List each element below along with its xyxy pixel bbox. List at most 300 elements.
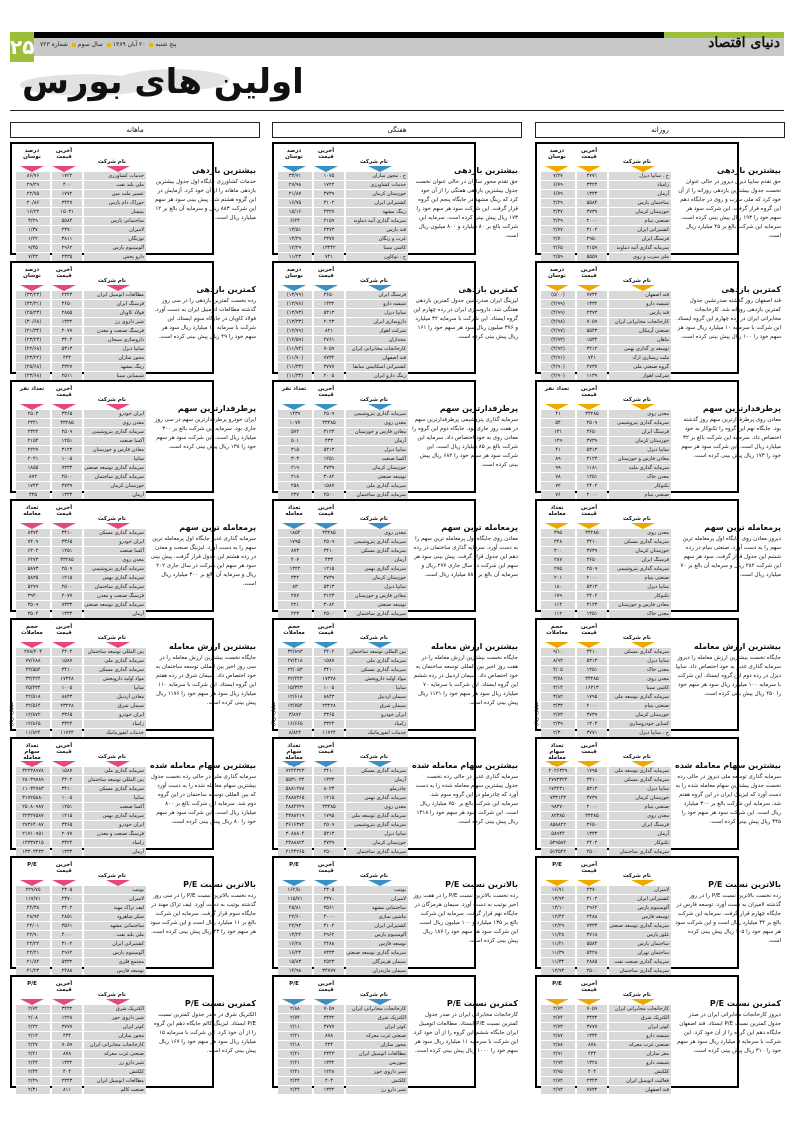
last-price: ۵۵۸۴ — [52, 217, 82, 225]
company-name: معدن خاک — [609, 666, 671, 674]
company-name: قند اصفهان — [609, 291, 671, 299]
metric-value: ۱۳/۲۲ — [278, 931, 312, 939]
company-name: کوثر ایران — [346, 1023, 408, 1031]
last-price: ۳۱۲۳ — [314, 428, 344, 436]
block-description — [675, 999, 781, 1056]
block-description — [412, 880, 518, 946]
company-name: آلومینیوم پارس — [609, 904, 671, 912]
metric-value: ۱۶/۲۸ — [278, 940, 312, 948]
table-row — [539, 253, 671, 261]
header-value: تعداد نفر — [19, 386, 45, 392]
header-value: P/E — [289, 981, 299, 987]
last-price: ۲۳۷۷ — [314, 235, 344, 243]
company-name: معدن روی — [609, 675, 671, 683]
last-price: ۱۷۹۵ — [314, 812, 344, 820]
metric-value: ۱۷۹۵ — [278, 538, 312, 546]
metric-value: (۲۳/۲۲) — [16, 354, 50, 362]
last-price: ۳۳۲۸۵ — [314, 803, 344, 811]
header-value: P/E — [27, 862, 37, 868]
header-last-price: آخرین قیمت — [580, 624, 598, 636]
down-arrow-icon — [20, 642, 44, 648]
company-name: شیر دارو رز — [346, 1086, 408, 1094]
table-row — [14, 592, 146, 600]
block-text: رده نخست بالاترین نسبت P/E را در هفت روز اخیر بوتیب به دست آورد. سیمان هرمزگان در جایگاه نهم قرار گرفت. سرمایه این شرکت بالغ بر ۱۳۵ میلیارد و ۱۰۰ میلیون ریال است. این شرکت سود هر سهم خود را ۱۸۷ ریال پیش بینی کرده است. — [413, 893, 518, 944]
metric-value: ۲۳۴۱ — [16, 419, 50, 427]
table-row — [539, 767, 671, 775]
metric-value: ۲/۰۸ — [16, 1014, 50, 1022]
company-name: بین المللی توسعه ساختمان — [84, 776, 146, 784]
down-arrow-icon — [368, 880, 392, 886]
table-row — [14, 217, 146, 225]
last-price: ۲۹۶۲ — [577, 904, 607, 912]
company-name: غرب و زنگان — [346, 235, 408, 243]
last-price: ۲۳۷۰ — [52, 895, 82, 903]
last-price: ۴۴۰۲ — [52, 776, 82, 784]
metric-value: ۸۳ — [278, 583, 312, 591]
last-price: ۳۷۳۹ — [577, 547, 607, 555]
company-name: ایران خودرو — [84, 538, 146, 546]
table-row — [539, 1050, 671, 1058]
company-name: ح . محور سازان — [346, 172, 408, 180]
metric-value: ۲/۲۴ — [278, 1086, 312, 1094]
metric-value: ۲/۷۳ — [541, 711, 575, 719]
last-price: ۲۴۰۲ — [577, 482, 607, 490]
company-name: معادن فارس و خوزستان — [346, 428, 408, 436]
table-row — [276, 291, 408, 299]
block-text: کارخانجات مخابراتی ایران در صدر جدول کمترین نسبت P/E ایستاد. مطالعات اتومبیل ایران جایگاه ششم این گروه را از آن خود کرد. این شرکت با سرمایه ۱۱ میلیارد ریال سود هر سهم خود را ۱۰۰۰ ریال پیش بینی کرده است. — [412, 1012, 518, 1054]
metric-value: ۵۸۸۱۲۷۸ — [278, 785, 312, 793]
last-price: ۳۳۲۴ — [577, 181, 607, 189]
last-price: ۳۲۱۲ — [577, 345, 607, 353]
company-name: ملی بلند نفت — [84, 931, 146, 939]
table-header — [14, 860, 146, 886]
company-name: سایپا دیزل — [609, 583, 671, 591]
metric-value: ۷/۴۳ — [16, 253, 50, 261]
metric-value: ۳/۷۸ — [541, 675, 575, 683]
company-name: سیمان شرق — [346, 702, 408, 710]
table-row — [276, 372, 408, 380]
metric-value: (۳۰/۶۸) — [16, 318, 50, 326]
table-row — [276, 309, 408, 317]
table-row — [14, 839, 146, 847]
header-value: حجم معاملات — [283, 624, 305, 636]
company-name: آرمان — [609, 830, 671, 838]
block-text: سرمایه گذاری توسعه ملی دیروز در حالی رده نخست جدول بیشترین سهام معامله شده را به دست آورد که لیزینگ ایران در این گروه هفتم شد. سرمایه این شرکت بالغ بر ۳۰۰ میلیارد ریال است. این شرکت سود هر سهم خود را ۳۴۵ ریال پیش بینی کرده است. — [675, 774, 781, 825]
metric-value: ۷۶ — [541, 491, 575, 499]
header-value: تعداد نفر — [281, 386, 307, 392]
last-price: ۲۵۰۰ — [52, 583, 82, 591]
ranking-block — [10, 856, 260, 974]
last-price: ۸۲۱ — [314, 327, 344, 335]
company-name: داروسازی ایران — [346, 318, 408, 326]
table-row — [539, 226, 671, 234]
metric-value: ۱۷۹ — [541, 592, 575, 600]
metric-value: ۶/۷۹ — [541, 181, 575, 189]
last-price: ۲۵۰۹ — [52, 428, 82, 436]
table-row — [276, 592, 408, 600]
header-last-price: آخرین قیمت — [55, 267, 73, 279]
metric-value: ۹۹ — [541, 464, 575, 472]
metric-value: ۲۲/۹۰ — [16, 931, 50, 939]
table-row — [539, 1014, 671, 1022]
metric-value: ۷۸ — [541, 473, 575, 481]
last-price: ۳۷۳۹ — [314, 574, 344, 582]
block-title: کمترین بازدهی — [458, 285, 518, 294]
down-arrow-icon — [631, 404, 655, 410]
table-row — [539, 729, 671, 737]
metric-value: ۸۷۲ — [16, 473, 50, 481]
company-name: سرمایه گذاری توسعه ملی — [609, 693, 671, 701]
ranking-block — [272, 142, 522, 260]
last-price: ۲۳۳۵ — [52, 253, 82, 261]
company-name: سرمایه گذاری ساختمان — [346, 848, 408, 856]
last-price: ۷۰۵۹ — [577, 1005, 607, 1013]
company-name: کاشی سینا — [346, 244, 408, 252]
table-row — [276, 776, 408, 784]
table-row — [276, 839, 408, 847]
last-price: ۳۵۶۱ — [52, 922, 82, 930]
metric-value: (۱۱/۳۳) — [278, 363, 312, 371]
down-arrow-icon — [52, 642, 76, 648]
header-value: P/E — [552, 862, 562, 868]
metric-value: ۲۳۷ — [278, 491, 312, 499]
last-price: ۲۳۲۲۸ — [52, 702, 82, 710]
company-name: آرمان — [84, 848, 146, 856]
table-header — [276, 741, 408, 767]
metric-value: ۳۳/۲۲۴ — [16, 675, 50, 683]
block-description — [675, 404, 781, 461]
table-row — [276, 720, 408, 728]
last-price: ۳۴۱۰ — [52, 785, 82, 793]
metric-value: ۱۱۴ — [541, 601, 575, 609]
company-name: فولاد کاویان — [84, 309, 146, 317]
block-description — [675, 523, 781, 580]
last-price: ۲۰۲۳ — [314, 318, 344, 326]
last-price: ۱۰۷۵ — [314, 172, 344, 180]
block-title: کمترین نسبت P/E — [709, 999, 781, 1008]
last-price: ۵۳۱۳ — [577, 583, 607, 591]
company-name: آرمان — [609, 190, 671, 198]
metric-value: ۳/۸۲ — [541, 693, 575, 701]
company-name: سرمایه گذاری ساختمان — [84, 473, 146, 481]
down-arrow-icon — [314, 642, 338, 648]
ranking-block — [535, 856, 785, 974]
down-arrow-icon — [52, 999, 76, 1005]
table-row — [539, 711, 671, 719]
table-row — [14, 345, 146, 353]
header-value: تعداد معامله — [548, 505, 566, 517]
block-text: قند اصفهان روز گذشته صدرنشین جدول کمترین بازدهی روزانه شد. کارخانجات مخابراتی ایران در رده چهارم این گروه ایستاد. این شرکت با سرمایه ۱۰ میلیارد ریال سود هر سهم خود را ۱۰۰ ریال پیش بینی کرده است. — [676, 298, 781, 340]
header-last-price: آخرین قیمت — [317, 981, 335, 993]
block-text: جایگاه نخست بیشترین ارزش معامله را دیروز سرمایه گذاری غدیر به خود اختصاص داد. سایپا دیزل در رده دوم این گروه ایستاد. این شرکت با سرمایه ۱۰۰ میلیارد ریال سود هر سهم خود را ۴۵۰ ریال پیش بینی کرده است. — [675, 655, 781, 697]
table-row — [14, 949, 146, 957]
table-row — [276, 666, 408, 674]
table-row — [14, 574, 146, 582]
metric-value: ۷۲۴۴۳۲۳ — [278, 767, 312, 775]
table-row — [539, 336, 671, 344]
metric-value: ۸۷۳ — [278, 547, 312, 555]
company-name: مواد اولیه داروپخش — [84, 675, 146, 683]
table-row — [276, 556, 408, 564]
last-price: ۳۴۱۰ — [577, 538, 607, 546]
table-row — [14, 776, 146, 784]
company-name: صنعت کالم — [84, 1086, 146, 1094]
metric-value: ۱۴۳۹ — [278, 410, 312, 418]
last-price: ۱۲۱۵ — [314, 794, 344, 802]
header-value: P/E — [27, 981, 37, 987]
company-name: شیشه دارو — [346, 300, 408, 308]
ranking-table — [539, 265, 671, 381]
metric-value: ۳۳۲ — [278, 574, 312, 582]
ranking-block — [535, 261, 785, 379]
block-title: بیشترین بازدهی — [192, 166, 256, 175]
company-name: خوزستان کرمان — [346, 574, 408, 582]
metric-value: ۲۰۲۶۳۳۹ — [541, 767, 575, 775]
last-price: ۴۰۰ — [52, 181, 82, 189]
table-row — [276, 648, 408, 656]
header-last-price: آخرین قیمت — [317, 862, 335, 874]
block-title: بالاترین نسبت P/E — [183, 880, 256, 889]
header-company: نام شرکت — [360, 754, 388, 760]
ranking-table — [276, 741, 408, 857]
header-company: نام شرکت — [98, 635, 126, 641]
last-price: ۲۸۵۱ — [52, 913, 82, 921]
table-row — [276, 300, 408, 308]
table-row — [539, 895, 671, 903]
table-row — [14, 446, 146, 454]
last-price: ۷۴۱ — [577, 354, 607, 362]
last-price: ۳۴۷۷۷ — [314, 967, 344, 975]
last-price: ۳۷۳۹ — [577, 208, 607, 216]
last-price: ۱۳۳۲ — [577, 1032, 607, 1040]
company-name: سرمایه گذاری ملی — [346, 657, 408, 665]
last-price: ۱۳۳۳ — [577, 830, 607, 838]
company-name: معدن روی — [609, 529, 671, 537]
block-text: سرمایه گذاری ملی در حالی رده نخست جدول بیشترین سهام معامله شده را به دست آورد که بین المللی توسعه ساختمان در این گروه دوم شد. سرمایه این شرکت بالغ بر ۸۰۰ میلیارد ریال است. این شرکت سود هر سهم خود را ۸۰ ریال پیش بینی کرده است. — [150, 774, 256, 825]
metric-value: (۴/۹۰) — [541, 363, 575, 371]
last-price: ۸۷۸ — [577, 1041, 607, 1049]
table-row — [539, 839, 671, 847]
block-title: پرطرفدارترین سهم — [702, 404, 781, 413]
company-name: مطالعات اتومبیل ایران — [84, 291, 146, 299]
table-row — [539, 1041, 671, 1049]
down-arrow-icon — [368, 761, 392, 767]
company-name: کمباین خودروسازی — [609, 720, 671, 728]
down-arrow-icon — [368, 523, 392, 529]
ranking-table — [539, 741, 671, 857]
company-name: قند اصفهان — [346, 354, 408, 362]
company-name: معدن روی — [84, 419, 146, 427]
company-name: کشتیرانی ایران — [609, 895, 671, 903]
company-name: رینگ مشهد — [84, 363, 146, 371]
last-price: ۳۷۳۹ — [314, 190, 344, 198]
header-last-price: آخرین قیمت — [580, 743, 598, 755]
table-row — [276, 529, 408, 537]
table-row — [276, 190, 408, 198]
last-price: ۳۴۱۰ — [314, 767, 344, 775]
company-name: فرسنگ صنعت و معدن — [84, 592, 146, 600]
table-row — [539, 538, 671, 546]
metric-value: ۱۲/۸۶۵ — [16, 720, 50, 728]
company-name: ساختمانی مشهد — [346, 904, 408, 912]
ranking-block — [535, 142, 785, 260]
metric-value: (۴/۹۱) — [541, 354, 575, 362]
header-company: نام شرکت — [98, 992, 126, 998]
last-price: ۵۳۱۳ — [314, 830, 344, 838]
last-price: ۵۳۱۳ — [577, 657, 607, 665]
metric-value: ۵۸۹۴۴ — [541, 830, 575, 838]
table-row — [276, 729, 408, 737]
table-row — [14, 437, 146, 445]
table-row — [14, 1086, 146, 1094]
company-name: آرمان — [84, 491, 146, 499]
ranking-block — [10, 142, 260, 260]
last-price: ۴۳۲۷ — [52, 363, 82, 371]
last-price: ۳۱۰۲ — [577, 895, 607, 903]
table-row — [14, 372, 146, 380]
company-name: سرمایه گذاری بهمن — [84, 812, 146, 820]
last-price: ۵۵۵۹ — [577, 253, 607, 261]
table-row — [539, 345, 671, 353]
company-name: شیر داروی خور — [346, 1068, 408, 1076]
last-price: ۲۳۴۳ — [314, 1050, 344, 1058]
company-name: رینگ مشهد — [346, 208, 408, 216]
table-row — [14, 958, 146, 966]
table-header — [276, 622, 408, 648]
down-arrow-icon — [545, 285, 569, 291]
company-name: سایپا — [346, 684, 408, 692]
table-row — [276, 895, 408, 903]
table-row — [539, 446, 671, 454]
last-price: ۳۴۳۲ — [314, 1014, 344, 1022]
company-name: ایران خودرو — [84, 711, 146, 719]
company-name: چادرملو — [346, 785, 408, 793]
table-row — [14, 729, 146, 737]
block-text: الکتریک شرق در صدر جدول کمترین نسبت P/E ایستاد. لیزینگ کالم جایگاه دهم این گروه را از آن خود کرد. این شرکت با سرمایه ۱۵ میلیارد ریال سود هر سهم خود را ۱۶۷ ریال پیش بینی کرده است. — [153, 1012, 256, 1054]
metric-value: ۱۴/۹۸ — [278, 967, 312, 975]
table-row — [14, 318, 146, 326]
block-title: پرطرفدارترین سهم — [177, 404, 256, 413]
table-row — [539, 830, 671, 838]
last-price: ۱۰۰۵ — [52, 455, 82, 463]
table-row — [14, 711, 146, 719]
table-row — [539, 693, 671, 701]
metric-value: ۲۰۴۱ — [16, 455, 50, 463]
last-price: ۴۳۳ — [314, 556, 344, 564]
table-row — [539, 904, 671, 912]
table-row — [539, 940, 671, 948]
last-price: ۲۴۰۲ — [577, 592, 607, 600]
metric-value: ۲۳/۰۵۳ — [278, 666, 312, 674]
last-price: ۲۵۰۰ — [314, 848, 344, 856]
metric-value: ۲۲/۵۶۴ — [16, 702, 50, 710]
last-price: ۲۹۶۲ — [314, 931, 344, 939]
table-row — [539, 529, 671, 537]
metric-value: ۱۷۴۳ — [16, 482, 50, 490]
down-arrow-icon — [20, 166, 44, 172]
last-price: ۴۳۴ — [577, 1050, 607, 1058]
company-name: ح . سایپا دیزل — [609, 172, 671, 180]
company-name: سرمایه گذاری توسعه صنعتی — [609, 923, 669, 929]
last-price: ۱۳۳۲ — [314, 1086, 344, 1094]
block-text: رده نخست بالاترین نسبت P/E را در سی روز گذشته بوتیب به دست آورد. لیف تراک مهند در جایگاه سوم قرار گرفت. سرمایه این شرکت بالغ بر ۱۱ میلیارد ریال است و این شرکت سود هر سهم خود را ۲۳ ریال پیش بینی کرده است. — [150, 893, 256, 935]
last-price: ۳۴۳۲ — [577, 1014, 607, 1022]
header-value: تعداد نفر — [544, 386, 570, 392]
metric-value: (۵/۰۰) — [541, 291, 575, 299]
table-row — [539, 1023, 671, 1031]
column-header-weekly: هفتگی — [272, 122, 522, 138]
metric-value: ۱۲/۶۱۸ — [278, 693, 312, 701]
metric-value: ۲۲۳۲۷۵۸۷ — [16, 812, 50, 820]
metric-value: ۴/۰۵ — [541, 666, 575, 674]
metric-value: ۲/۳۹ — [541, 720, 575, 728]
metric-value: ۳/۳۳ — [541, 702, 575, 710]
block-description — [412, 404, 518, 470]
header-value: P/E — [552, 981, 562, 987]
table-row — [14, 354, 146, 362]
down-arrow-icon — [52, 404, 76, 410]
table-row — [14, 529, 146, 537]
table-row — [14, 895, 146, 903]
company-name: کارخانجات مخابراتی ایران — [609, 1005, 671, 1013]
last-price: ۳۱۲۳ — [577, 601, 607, 609]
last-price: ۵۳۱۳ — [52, 345, 82, 353]
company-name: شیمیایی سینا — [84, 372, 146, 380]
metric-value: ۱۶/۲۴ — [278, 949, 312, 957]
last-price: ۵۵۸۴ — [577, 940, 607, 948]
last-price: ۵۴۲۸ — [577, 949, 607, 957]
ranking-block — [10, 975, 260, 1093]
company-name: سایپا — [84, 794, 146, 802]
table-row — [14, 767, 146, 775]
metric-value: ۲/۲۴ — [278, 1077, 312, 1085]
block-text: لیزینگ ایران صدرنشین جدول کمترین بازدهی هفتگی شد. داروسازی ایران در رده چهارم این گروه ایستاد. این شرکت با سرمایه ۳۲ میلیارد و ۳۷۶ میلیون ریال سود هر سهم خود را ۱۶۱ ریال پیش بینی کرده است. — [413, 298, 518, 340]
last-price: ۱۳۳۳ — [52, 610, 82, 618]
metric-value: ۱۸۵۵ — [16, 464, 50, 472]
table-row — [276, 848, 408, 856]
table-row — [14, 1059, 146, 1067]
company-name: کوثر ایران — [84, 1023, 146, 1031]
metric-value: ۸/۸۲۲ — [278, 729, 312, 737]
metric-value: ۵۲۹۵۸۲ — [541, 839, 575, 847]
company-name: شیشه دارو — [609, 1032, 671, 1040]
table-row — [539, 821, 671, 829]
block-description — [675, 166, 781, 241]
metric-value: ۲۱۹ — [278, 464, 312, 472]
last-price: ۱۳۲۸ — [577, 1059, 607, 1067]
metric-value: ۴۳۸۸۲۱۹ — [278, 812, 312, 820]
table-row — [539, 208, 671, 216]
last-price: ۱۱۸۱ — [577, 464, 607, 472]
company-name: ساختمانی پارس — [84, 217, 146, 225]
header-company: نام شرکت — [98, 754, 126, 760]
header-company: نام شرکت — [623, 635, 651, 641]
table-row — [539, 931, 671, 939]
last-price: ۱۵۰۳۱ — [52, 208, 82, 216]
metric-value: ۱۲۹ — [541, 437, 575, 445]
last-price: ۸۷۸ — [52, 1050, 82, 1058]
metric-value: ۱۵/۸۳ — [278, 958, 312, 966]
table-row — [14, 455, 146, 463]
metric-value: ۲۲/۵۱۸ — [16, 693, 50, 701]
down-arrow-icon — [314, 404, 338, 410]
header-last-price: آخرین قیمت — [55, 386, 73, 398]
last-price: ۳۳۲۴ — [52, 839, 82, 847]
company-name: قند پارس — [609, 309, 671, 317]
block-description — [412, 642, 518, 708]
table-row — [14, 208, 146, 216]
last-price: ۷۴۱ — [314, 253, 344, 261]
